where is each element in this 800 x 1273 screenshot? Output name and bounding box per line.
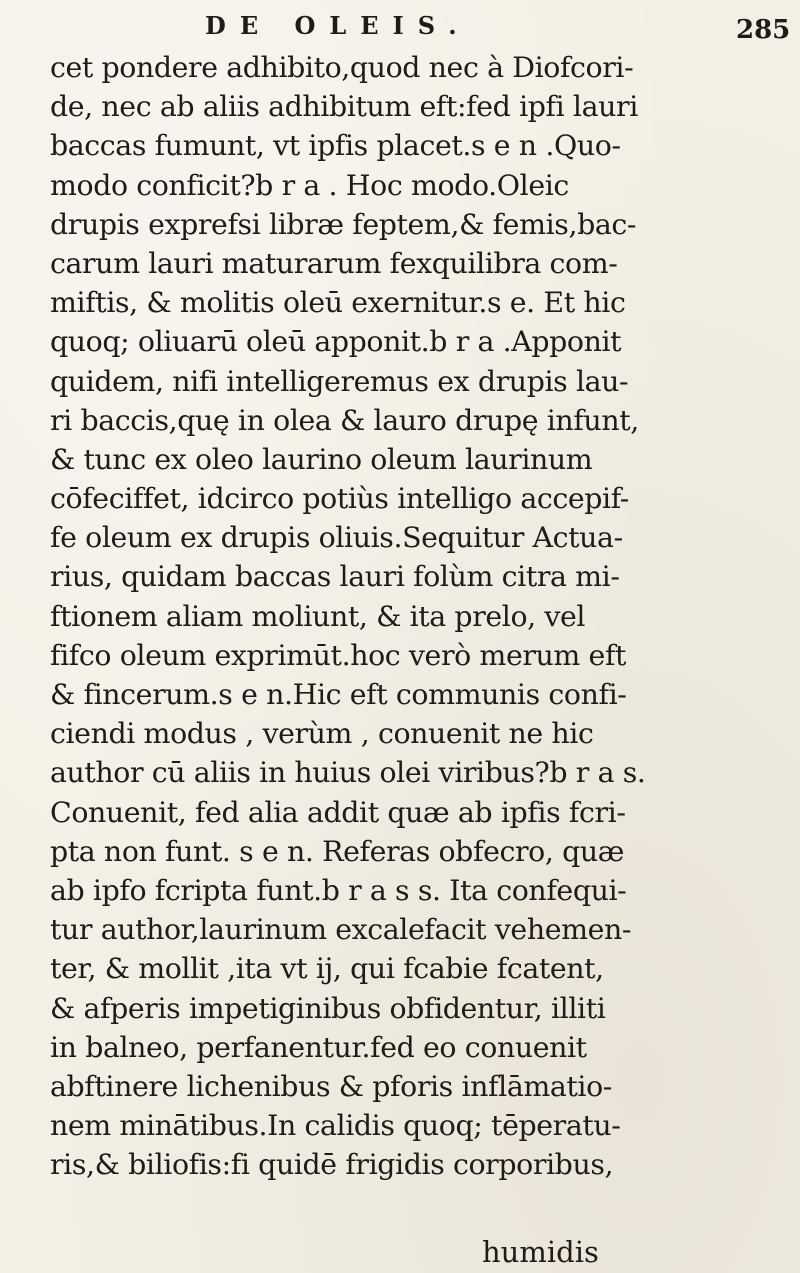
text-line: Conuenit, fed alia addit quæ ab ipfis fcri- bbox=[50, 795, 626, 829]
text-line: in balneo, perfanentur.fed eo conuenit bbox=[50, 1030, 587, 1064]
text-line: & afperis impetiginibus obfidentur, illiti bbox=[50, 991, 606, 1025]
text-line: ter, & mollit ,ita vt ij, qui fcabie fcatent, bbox=[50, 952, 604, 986]
text-line: ciendi modus , verùm , conuenit ne hic bbox=[50, 717, 594, 751]
text-line: quidem, nifi intelligeremus ex drupis lau- bbox=[50, 364, 629, 398]
text-line: baccas fumunt, vt ipfis placet.s e n .Quo- bbox=[50, 129, 621, 163]
page-number: 285 bbox=[736, 15, 791, 45]
text-line: & fincerum.s e n.Hic eft communis confi- bbox=[50, 678, 627, 711]
text-line: ftionem aliam moliunt, & ita prelo, vel bbox=[50, 599, 586, 633]
text-line: modo conficit?b r a . Hoc modo.Oleic bbox=[50, 168, 569, 202]
text-block bbox=[50, 48, 750, 1184]
running-title: DE OLEIS. bbox=[205, 11, 471, 40]
catchword: humidis bbox=[482, 1235, 599, 1269]
text-line: author cū aliis in huius olei viribus?b r a s. bbox=[50, 756, 646, 790]
text-line: carum lauri maturarum fexquilibra com- bbox=[50, 246, 618, 280]
text-line: miftis, & molitis oleū exernitur.s e. Et hic bbox=[50, 286, 626, 320]
text-line: rius, quidam baccas lauri folùm citra mi- bbox=[50, 560, 620, 594]
text-line: quoq; oliuarū oleū apponit.b r a .Apponit bbox=[50, 325, 622, 359]
text-line: ris,& biliofis:fi quidē frigidis corporibus, bbox=[50, 1148, 614, 1182]
text-line: fifco oleum exprimūt.hoc verò merum eft bbox=[50, 638, 627, 672]
text-line: pta non funt. s e n. Referas obfecro, quæ bbox=[50, 834, 625, 868]
text-line: ri baccis,quę in olea & lauro drupę infunt, bbox=[50, 403, 639, 437]
text-line: tur author,laurinum excalefacit vehemen- bbox=[50, 913, 632, 947]
text-line: fe oleum ex drupis oliuis.Sequitur Actua- bbox=[50, 521, 623, 555]
text-line: cōfeciffet, idcirco potiùs intelligo accepif- bbox=[50, 482, 629, 516]
text-line: drupis exprefsi libræ feptem,& femis,bac- bbox=[50, 207, 637, 241]
text-line: ab ipfo fcripta funt.b r a s s. Ita confequi- bbox=[50, 873, 627, 907]
text-line: & tunc ex oleo laurino oleum laurinum bbox=[50, 442, 593, 476]
text-line: nem minātibus.In calidis quoq; tēperatu- bbox=[50, 1109, 621, 1143]
text-line: de, nec ab aliis adhibitum eft:fed ipfi lauri bbox=[50, 90, 638, 124]
text-line: cet pondere adhibito,quod nec à Diofcori- bbox=[50, 51, 634, 84]
text-line: abftinere lichenibus & pforis inflāmatio- bbox=[50, 1069, 612, 1103]
